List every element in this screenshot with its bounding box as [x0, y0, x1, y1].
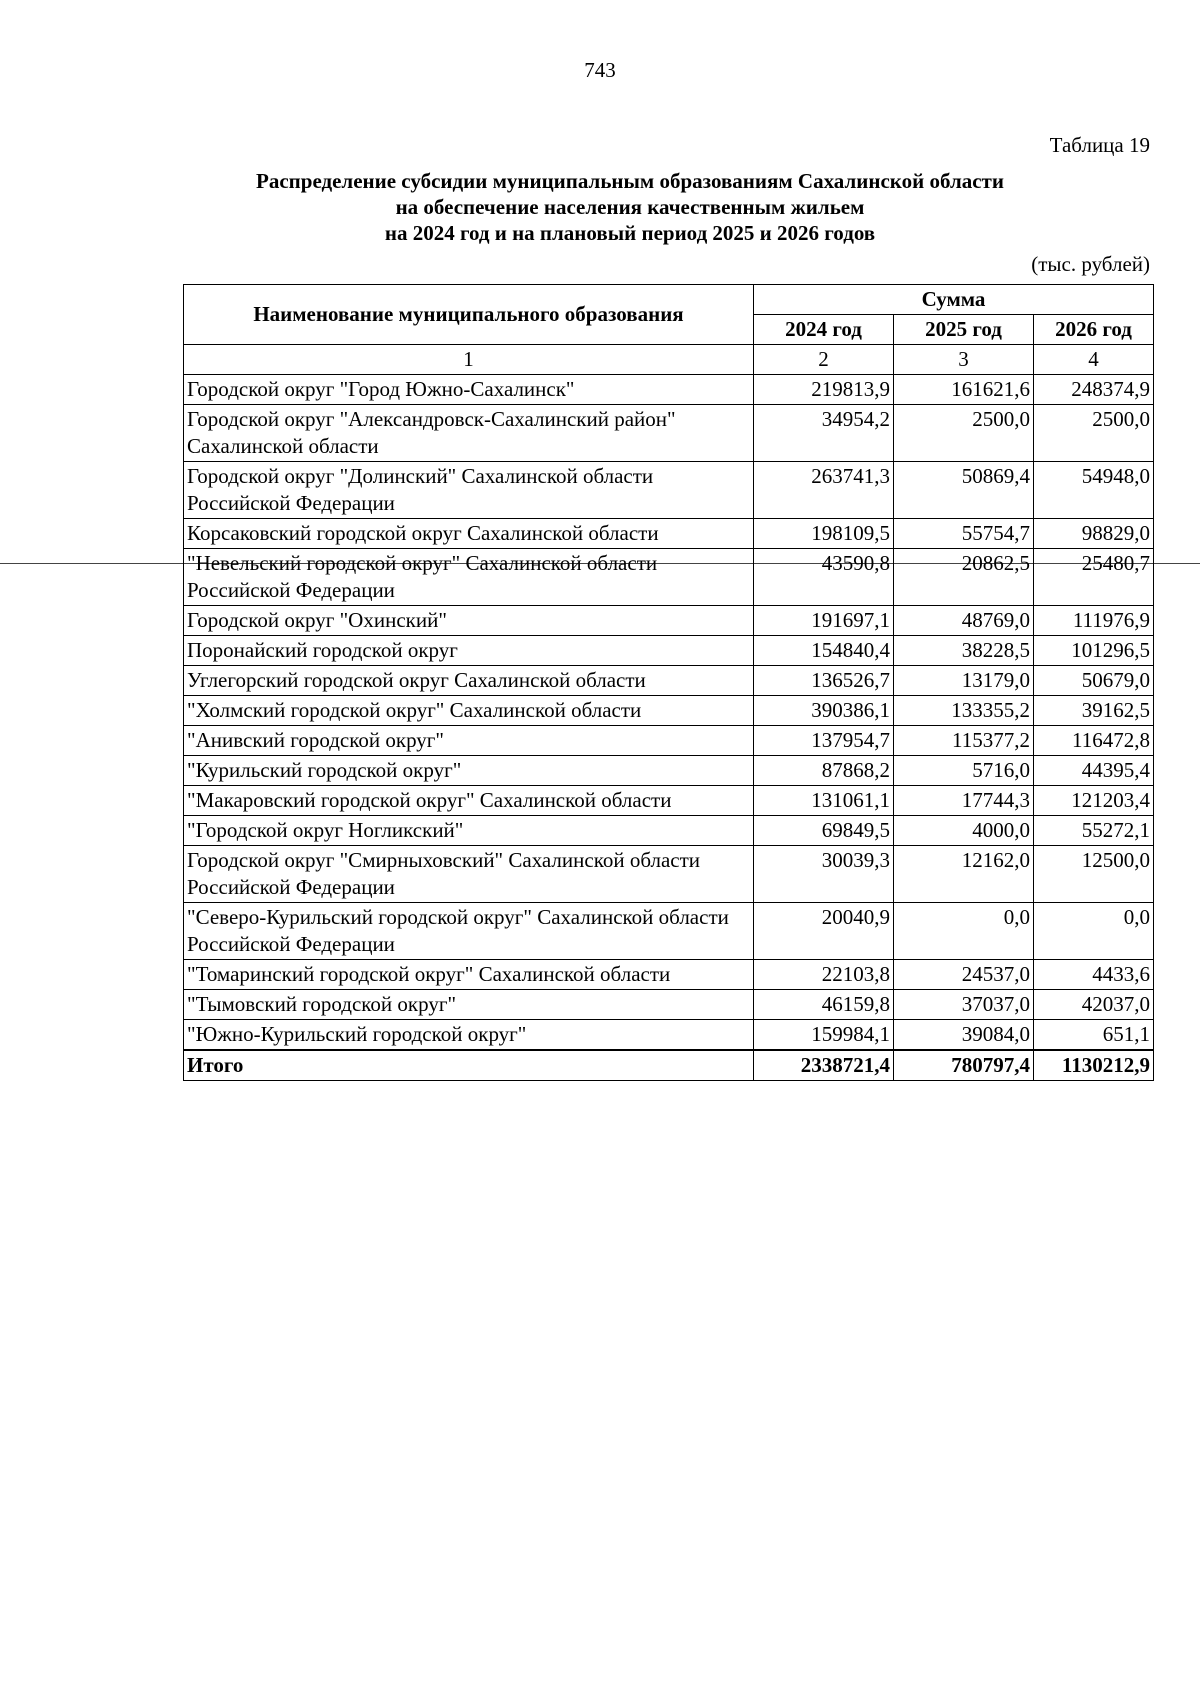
header-year-2025: 2025 год	[894, 315, 1034, 345]
row-name: Поронайский городской округ	[184, 636, 754, 666]
row-value-2025: 50869,4	[894, 462, 1034, 519]
row-value-2026: 12500,0	[1034, 846, 1154, 903]
row-value-2025: 55754,7	[894, 519, 1034, 549]
row-value-2025: 39084,0	[894, 1020, 1034, 1051]
total-2025: 780797,4	[894, 1050, 1034, 1081]
header-name-col: Наименование муниципального образования	[184, 285, 754, 345]
row-value-2025: 0,0	[894, 903, 1034, 960]
header-index-1: 1	[184, 345, 754, 375]
row-value-2024: 87868,2	[754, 756, 894, 786]
row-value-2026: 44395,4	[1034, 756, 1154, 786]
row-value-2025: 4000,0	[894, 816, 1034, 846]
total-row	[184, 1050, 1154, 1081]
row-value-2025: 48769,0	[894, 606, 1034, 636]
row-name: Углегорский городской округ Сахалинской области	[184, 666, 754, 696]
table-row	[184, 405, 1154, 462]
table-row	[184, 786, 1154, 816]
row-value-2025: 133355,2	[894, 696, 1034, 726]
table-row	[184, 636, 1154, 666]
row-name: "Курильский городской округ"	[184, 756, 754, 786]
row-value-2024: 20040,9	[754, 903, 894, 960]
row-value-2024: 43590,8	[754, 549, 894, 606]
row-value-2024: 34954,2	[754, 405, 894, 462]
row-value-2026: 25480,7	[1034, 549, 1154, 606]
table-row	[184, 519, 1154, 549]
units-label: (тыс. рублей)	[1031, 252, 1150, 276]
subsidy-table	[183, 284, 1154, 1081]
total-label: Итого	[184, 1050, 754, 1081]
header-year-2024: 2024 год	[754, 315, 894, 345]
row-value-2025: 24537,0	[894, 960, 1034, 990]
title-line-3: на 2024 год и на плановый период 2025 и 2026 годов	[384, 221, 876, 245]
row-name: "Макаровский городской округ" Сахалинской области	[184, 786, 754, 816]
row-value-2026: 101296,5	[1034, 636, 1154, 666]
row-name: Городской округ "Город Южно-Сахалинск"	[184, 375, 754, 405]
total-2026: 1130212,9	[1034, 1050, 1154, 1081]
row-value-2026: 54948,0	[1034, 462, 1154, 519]
row-value-2025: 2500,0	[894, 405, 1034, 462]
row-name: "Северо-Курильский городской округ" Сахалинской области Российской Федерации	[184, 903, 754, 960]
row-name: "Тымовский городской округ"	[184, 990, 754, 1020]
table-label: Таблица 19	[1049, 133, 1150, 157]
row-value-2026: 55272,1	[1034, 816, 1154, 846]
row-name: "Невельский городской округ" Сахалинской области Российской Федерации	[184, 549, 754, 606]
row-value-2026: 651,1	[1034, 1020, 1154, 1051]
row-name: Городской округ "Смирныховский" Сахалинской области Российской Федерации	[184, 846, 754, 903]
row-value-2026: 2500,0	[1034, 405, 1154, 462]
header-index-2: 2	[754, 345, 894, 375]
row-name: "Южно-Курильский городской округ"	[184, 1020, 754, 1051]
table-row	[184, 606, 1154, 636]
row-value-2025: 115377,2	[894, 726, 1034, 756]
row-name: "Томаринский городской округ" Сахалинской области	[184, 960, 754, 990]
row-name: Корсаковский городской округ Сахалинской области	[184, 519, 754, 549]
row-name: "Холмский городской округ" Сахалинской области	[184, 696, 754, 726]
row-value-2024: 219813,9	[754, 375, 894, 405]
row-value-2024: 159984,1	[754, 1020, 894, 1051]
row-value-2024: 137954,7	[754, 726, 894, 756]
table-row	[184, 903, 1154, 960]
table-row	[184, 666, 1154, 696]
table-body	[184, 375, 1154, 1051]
table-row	[184, 696, 1154, 726]
row-value-2026: 50679,0	[1034, 666, 1154, 696]
table-row	[184, 846, 1154, 903]
row-value-2024: 263741,3	[754, 462, 894, 519]
row-value-2024: 46159,8	[754, 990, 894, 1020]
row-value-2024: 390386,1	[754, 696, 894, 726]
header-year-2026: 2026 год	[1034, 315, 1154, 345]
header-index-4: 4	[1034, 345, 1154, 375]
title-line-2: на обеспечение населения качественным жильем	[395, 195, 865, 219]
title-line-1: Распределение субсидии муниципальным образованиям Сахалинской области	[256, 169, 1004, 193]
table-row	[184, 549, 1154, 606]
table-row	[184, 375, 1154, 405]
row-value-2025: 17744,3	[894, 786, 1034, 816]
row-value-2026: 42037,0	[1034, 990, 1154, 1020]
row-value-2024: 154840,4	[754, 636, 894, 666]
row-name: Городской округ "Охинский"	[184, 606, 754, 636]
row-name: Городской округ "Александровск-Сахалинский район" Сахалинской области	[184, 405, 754, 462]
row-value-2024: 22103,8	[754, 960, 894, 990]
row-value-2024: 198109,5	[754, 519, 894, 549]
page-number: 743	[584, 58, 616, 82]
row-value-2025: 5716,0	[894, 756, 1034, 786]
row-value-2025: 13179,0	[894, 666, 1034, 696]
row-value-2024: 136526,7	[754, 666, 894, 696]
row-value-2025: 12162,0	[894, 846, 1034, 903]
row-value-2024: 30039,3	[754, 846, 894, 903]
row-value-2026: 111976,9	[1034, 606, 1154, 636]
row-value-2026: 98829,0	[1034, 519, 1154, 549]
table-row	[184, 816, 1154, 846]
header-index-3: 3	[894, 345, 1034, 375]
table-row	[184, 756, 1154, 786]
row-value-2025: 161621,6	[894, 375, 1034, 405]
table-title	[150, 168, 1110, 246]
table-row	[184, 990, 1154, 1020]
row-value-2025: 37037,0	[894, 990, 1034, 1020]
row-value-2026: 121203,4	[1034, 786, 1154, 816]
row-value-2026: 116472,8	[1034, 726, 1154, 756]
row-name: "Анивский городской округ"	[184, 726, 754, 756]
row-value-2026: 248374,9	[1034, 375, 1154, 405]
row-value-2024: 69849,5	[754, 816, 894, 846]
row-value-2026: 4433,6	[1034, 960, 1154, 990]
row-name: Городской округ "Долинский" Сахалинской области Российской Федерации	[184, 462, 754, 519]
table-row	[184, 960, 1154, 990]
total-2024: 2338721,4	[754, 1050, 894, 1081]
row-name: "Городской округ Ногликский"	[184, 816, 754, 846]
header-sum-col: Сумма	[754, 285, 1154, 315]
table-row	[184, 462, 1154, 519]
row-value-2025: 38228,5	[894, 636, 1034, 666]
row-value-2026: 39162,5	[1034, 696, 1154, 726]
table-row	[184, 1020, 1154, 1051]
row-value-2024: 131061,1	[754, 786, 894, 816]
row-value-2025: 20862,5	[894, 549, 1034, 606]
table-row	[184, 726, 1154, 756]
row-value-2024: 191697,1	[754, 606, 894, 636]
row-value-2026: 0,0	[1034, 903, 1154, 960]
